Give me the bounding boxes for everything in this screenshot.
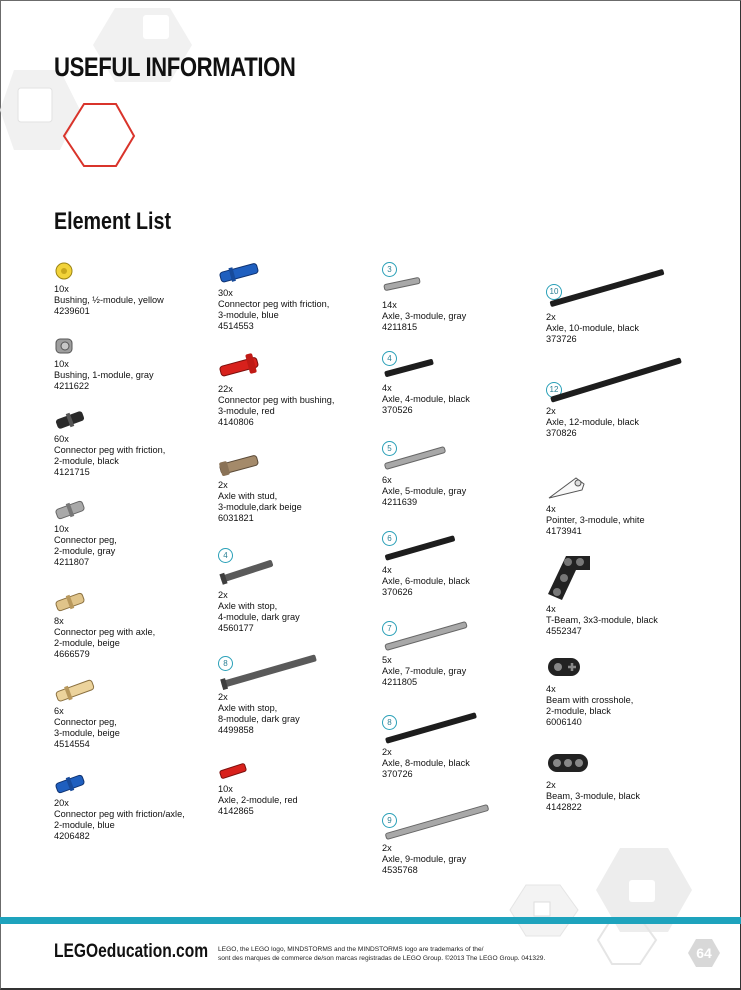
page-number: 64 bbox=[696, 945, 712, 961]
item-id: 4211805 bbox=[382, 677, 418, 687]
item-id: 4211622 bbox=[54, 381, 90, 391]
peg-bushing-red-icon bbox=[218, 352, 262, 382]
item-id: 4514553 bbox=[218, 321, 254, 331]
element-item bbox=[218, 452, 388, 524]
element-item bbox=[54, 335, 224, 392]
peg-3-blue-icon bbox=[218, 260, 262, 286]
item-name: T-Beam, 3x3-module, black bbox=[546, 615, 658, 625]
module-badge: 8 bbox=[382, 715, 397, 730]
item-name-line2: 2-module, blue bbox=[54, 820, 115, 830]
item-name: Axle, 9-module, gray bbox=[382, 854, 467, 864]
item-qty: 8x bbox=[54, 616, 64, 626]
item-id: 4552347 bbox=[546, 626, 582, 636]
axle-4-black-icon bbox=[382, 355, 436, 381]
section-title: Element List bbox=[54, 208, 172, 235]
beam-crosshole-icon bbox=[546, 654, 586, 682]
item-name-line2: 2-module, black bbox=[54, 456, 119, 466]
item-id: 4211815 bbox=[382, 322, 418, 332]
item-id: 370626 bbox=[382, 587, 413, 597]
item-qty: 2x bbox=[218, 590, 228, 600]
item-id: 4140806 bbox=[218, 417, 254, 427]
item-name-line2: 3-module, red bbox=[218, 406, 275, 416]
axle-7-gray-icon bbox=[382, 619, 470, 653]
item-name: Beam, 3-module, black bbox=[546, 791, 640, 801]
module-badge: 9 bbox=[382, 813, 397, 828]
item-qty: 6x bbox=[54, 706, 64, 716]
element-item bbox=[382, 351, 552, 416]
axle-stud-beige-icon bbox=[218, 452, 262, 478]
module-badge: 4 bbox=[382, 351, 397, 366]
item-name: Axle, 8-module, black bbox=[382, 758, 470, 768]
item-name-line2: 3-module, blue bbox=[218, 310, 279, 320]
element-item bbox=[546, 382, 716, 439]
item-name: Bushing, ½-module, yellow bbox=[54, 295, 164, 305]
element-item bbox=[54, 498, 224, 568]
item-name: Axle with stud, bbox=[218, 491, 278, 501]
t-beam-black-icon bbox=[546, 548, 592, 602]
axle-5-gray-icon bbox=[382, 443, 448, 473]
item-name: Connector peg with bushing, bbox=[218, 395, 335, 405]
item-qty: 4x bbox=[382, 383, 392, 393]
item-name-line2: 8-module, dark gray bbox=[218, 714, 300, 724]
item-qty: 2x bbox=[382, 843, 392, 853]
item-name-line2: 3-module, beige bbox=[54, 728, 120, 738]
element-item bbox=[546, 472, 716, 537]
item-id: 4535768 bbox=[382, 865, 418, 875]
item-id: 4239601 bbox=[54, 306, 90, 316]
pointer-white-icon bbox=[546, 472, 586, 502]
element-item bbox=[218, 760, 388, 817]
footer-accent-bar bbox=[0, 917, 741, 924]
item-qty: 30x bbox=[218, 288, 233, 298]
item-qty: 10x bbox=[54, 284, 69, 294]
item-qty: 2x bbox=[218, 692, 228, 702]
element-item bbox=[382, 813, 552, 876]
item-qty: 2x bbox=[546, 406, 556, 416]
axle-3-gray-icon bbox=[382, 272, 422, 298]
item-id: 4560177 bbox=[218, 623, 254, 633]
item-id: 4142865 bbox=[218, 806, 254, 816]
element-item bbox=[382, 715, 552, 780]
item-name: Axle, 3-module, gray bbox=[382, 311, 467, 321]
peg-axle-beige-icon bbox=[54, 590, 88, 614]
element-item bbox=[546, 654, 716, 728]
item-name: Connector peg with friction, bbox=[54, 445, 166, 455]
item-name: Connector peg with axle, bbox=[54, 627, 156, 637]
element-item bbox=[54, 678, 224, 750]
item-name-line2: 3-module,dark beige bbox=[218, 502, 302, 512]
axle-9-gray-icon bbox=[382, 803, 492, 841]
item-id: 370826 bbox=[546, 428, 577, 438]
item-name: Pointer, 3-module, white bbox=[546, 515, 645, 525]
item-qty: 10x bbox=[54, 524, 69, 534]
element-item bbox=[546, 548, 716, 637]
page-title: USEFUL INFORMATION bbox=[54, 52, 296, 82]
item-qty: 4x bbox=[546, 604, 556, 614]
peg-axle-blue-icon bbox=[54, 772, 88, 796]
element-item bbox=[546, 284, 716, 345]
element-item bbox=[54, 260, 224, 317]
item-qty: 2x bbox=[546, 780, 556, 790]
beam-3-black-icon bbox=[546, 750, 592, 778]
peg-black-icon bbox=[54, 408, 88, 432]
bushing-gray-icon bbox=[54, 335, 78, 357]
element-item bbox=[382, 531, 552, 598]
page-number-badge bbox=[688, 938, 720, 968]
footer-website-link[interactable]: LEGOeducation.com bbox=[54, 941, 209, 962]
item-name: Connector peg with friction, bbox=[218, 299, 330, 309]
legal-line-1: LEGO, the LEGO logo, MINDSTORMS and the MINDSTORMS logo are trademarks of the/ bbox=[218, 946, 484, 953]
item-qty: 14x bbox=[382, 300, 397, 310]
axle-8-black-icon bbox=[382, 711, 480, 745]
item-name: Connector peg, bbox=[54, 717, 117, 727]
item-qty: 5x bbox=[382, 655, 392, 665]
item-id: 370726 bbox=[382, 769, 413, 779]
item-id: 4173941 bbox=[546, 526, 582, 536]
item-name-line2: 2-module, gray bbox=[54, 546, 116, 556]
item-name: Axle with stop, bbox=[218, 703, 278, 713]
item-id: 373726 bbox=[546, 334, 577, 344]
item-name: Bushing, 1-module, gray bbox=[54, 370, 154, 380]
element-item bbox=[54, 772, 224, 842]
item-qty: 10x bbox=[218, 784, 233, 794]
item-name: Axle, 2-module, red bbox=[218, 795, 298, 805]
element-item bbox=[382, 441, 552, 508]
element-item bbox=[218, 352, 388, 428]
module-badge: 5 bbox=[382, 441, 397, 456]
bushing-half-yellow-icon bbox=[54, 260, 78, 282]
item-name-line2: 2-module, beige bbox=[54, 638, 120, 648]
item-name-line2: 2-module, black bbox=[546, 706, 611, 716]
axle-stop-4-icon bbox=[218, 554, 278, 588]
element-item bbox=[382, 621, 552, 688]
item-qty: 4x bbox=[546, 684, 556, 694]
item-id: 4121715 bbox=[54, 467, 90, 477]
axle-2-red-icon bbox=[218, 760, 252, 782]
item-name-line2: 4-module, dark gray bbox=[218, 612, 300, 622]
module-badge: 6 bbox=[382, 531, 397, 546]
item-name: Axle with stop, bbox=[218, 601, 278, 611]
module-badge: 4 bbox=[218, 548, 233, 563]
item-name: Axle, 6-module, black bbox=[382, 576, 470, 586]
item-id: 6006140 bbox=[546, 717, 582, 727]
module-badge: 12 bbox=[546, 382, 562, 398]
axle-stop-8-icon bbox=[218, 650, 318, 690]
axle-6-black-icon bbox=[382, 533, 458, 563]
element-item bbox=[218, 260, 388, 332]
item-name: Connector peg with friction/axle, bbox=[54, 809, 185, 819]
legal-line-2: sont des marques de commerce de/son marcas registradas de LEGO Group. ©2013 The LEGO Group. 041329. bbox=[218, 955, 546, 962]
module-badge: 3 bbox=[382, 262, 397, 277]
peg-gray-icon bbox=[54, 498, 88, 522]
item-qty: 2x bbox=[546, 312, 556, 322]
item-name: Connector peg, bbox=[54, 535, 117, 545]
element-item bbox=[218, 656, 388, 736]
item-id: 370526 bbox=[382, 405, 413, 415]
peg-3-beige-icon bbox=[54, 678, 98, 704]
module-badge: 10 bbox=[546, 284, 562, 300]
item-name: Axle, 5-module, gray bbox=[382, 486, 467, 496]
item-qty: 20x bbox=[54, 798, 69, 808]
item-name: Axle, 10-module, black bbox=[546, 323, 639, 333]
item-name: Axle, 7-module, gray bbox=[382, 666, 467, 676]
item-qty: 4x bbox=[546, 504, 556, 514]
item-name: Beam with crosshole, bbox=[546, 695, 634, 705]
item-name: Axle, 12-module, black bbox=[546, 417, 639, 427]
item-qty: 4x bbox=[382, 565, 392, 575]
item-id: 4211807 bbox=[54, 557, 90, 567]
element-item bbox=[218, 548, 388, 634]
axle-12-black-icon bbox=[546, 356, 686, 404]
item-id: 4142822 bbox=[546, 802, 582, 812]
item-name: Axle, 4-module, black bbox=[382, 394, 470, 404]
item-qty: 22x bbox=[218, 384, 233, 394]
item-id: 4514554 bbox=[54, 739, 90, 749]
item-id: 6031821 bbox=[218, 513, 254, 523]
item-qty: 2x bbox=[218, 480, 228, 490]
axle-10-black-icon bbox=[546, 266, 668, 310]
element-item bbox=[54, 408, 224, 478]
element-item bbox=[54, 590, 224, 660]
item-qty: 6x bbox=[382, 475, 392, 485]
item-id: 4206482 bbox=[54, 831, 90, 841]
module-badge: 7 bbox=[382, 621, 397, 636]
element-item bbox=[382, 262, 552, 333]
footer-legal-text bbox=[218, 945, 638, 963]
item-id: 4211639 bbox=[382, 497, 418, 507]
item-qty: 60x bbox=[54, 434, 69, 444]
element-item bbox=[546, 750, 716, 813]
module-badge: 8 bbox=[218, 656, 233, 671]
item-id: 4666579 bbox=[54, 649, 90, 659]
item-id: 4499858 bbox=[218, 725, 254, 735]
item-qty: 2x bbox=[382, 747, 392, 757]
item-qty: 10x bbox=[54, 359, 69, 369]
